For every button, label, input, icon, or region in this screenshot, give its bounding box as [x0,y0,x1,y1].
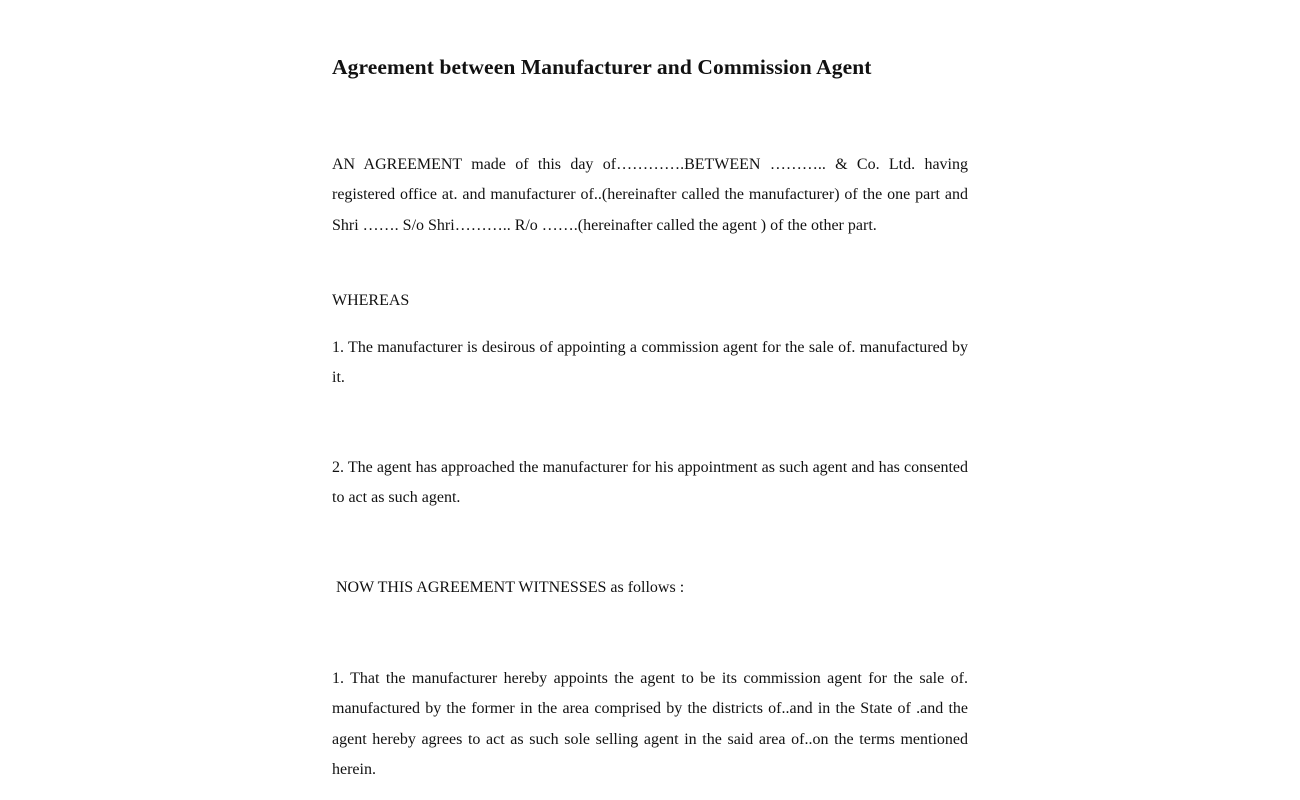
intro-paragraph: AN AGREEMENT made of this day of………….BETWEEN ……….. & Co. Ltd. having registered office at. and manufacturer of..(hereinafter called the manufacturer) of the one part and Shri ……. S/o Shri……….. R/o …….(hereinafter called the agent ) of the other part. [332,156,968,234]
whereas-item-1: 1. The manufacturer is desirous of appointing a commission agent for the sale of. manufactured by it. [332,339,968,387]
clause-1: 1. That the manufacturer hereby appoints the agent to be its commission agent for the sale of. manufactured by the former in the area comprised by the districts of..and in the State of .and the agent hereby agrees to act as such sole selling agent in the said area of..on the terms mentioned herein. [332,670,968,778]
whereas-heading: WHEREAS [332,292,410,309]
witnesses-heading: NOW THIS AGREEMENT WITNESSES as follows : [336,579,685,596]
whereas-item-2: 2. The agent has approached the manufacturer for his appointment as such agent and has consented to act as such agent. [332,459,968,507]
document-title: Agreement between Manufacturer and Commission Agent [332,55,872,79]
